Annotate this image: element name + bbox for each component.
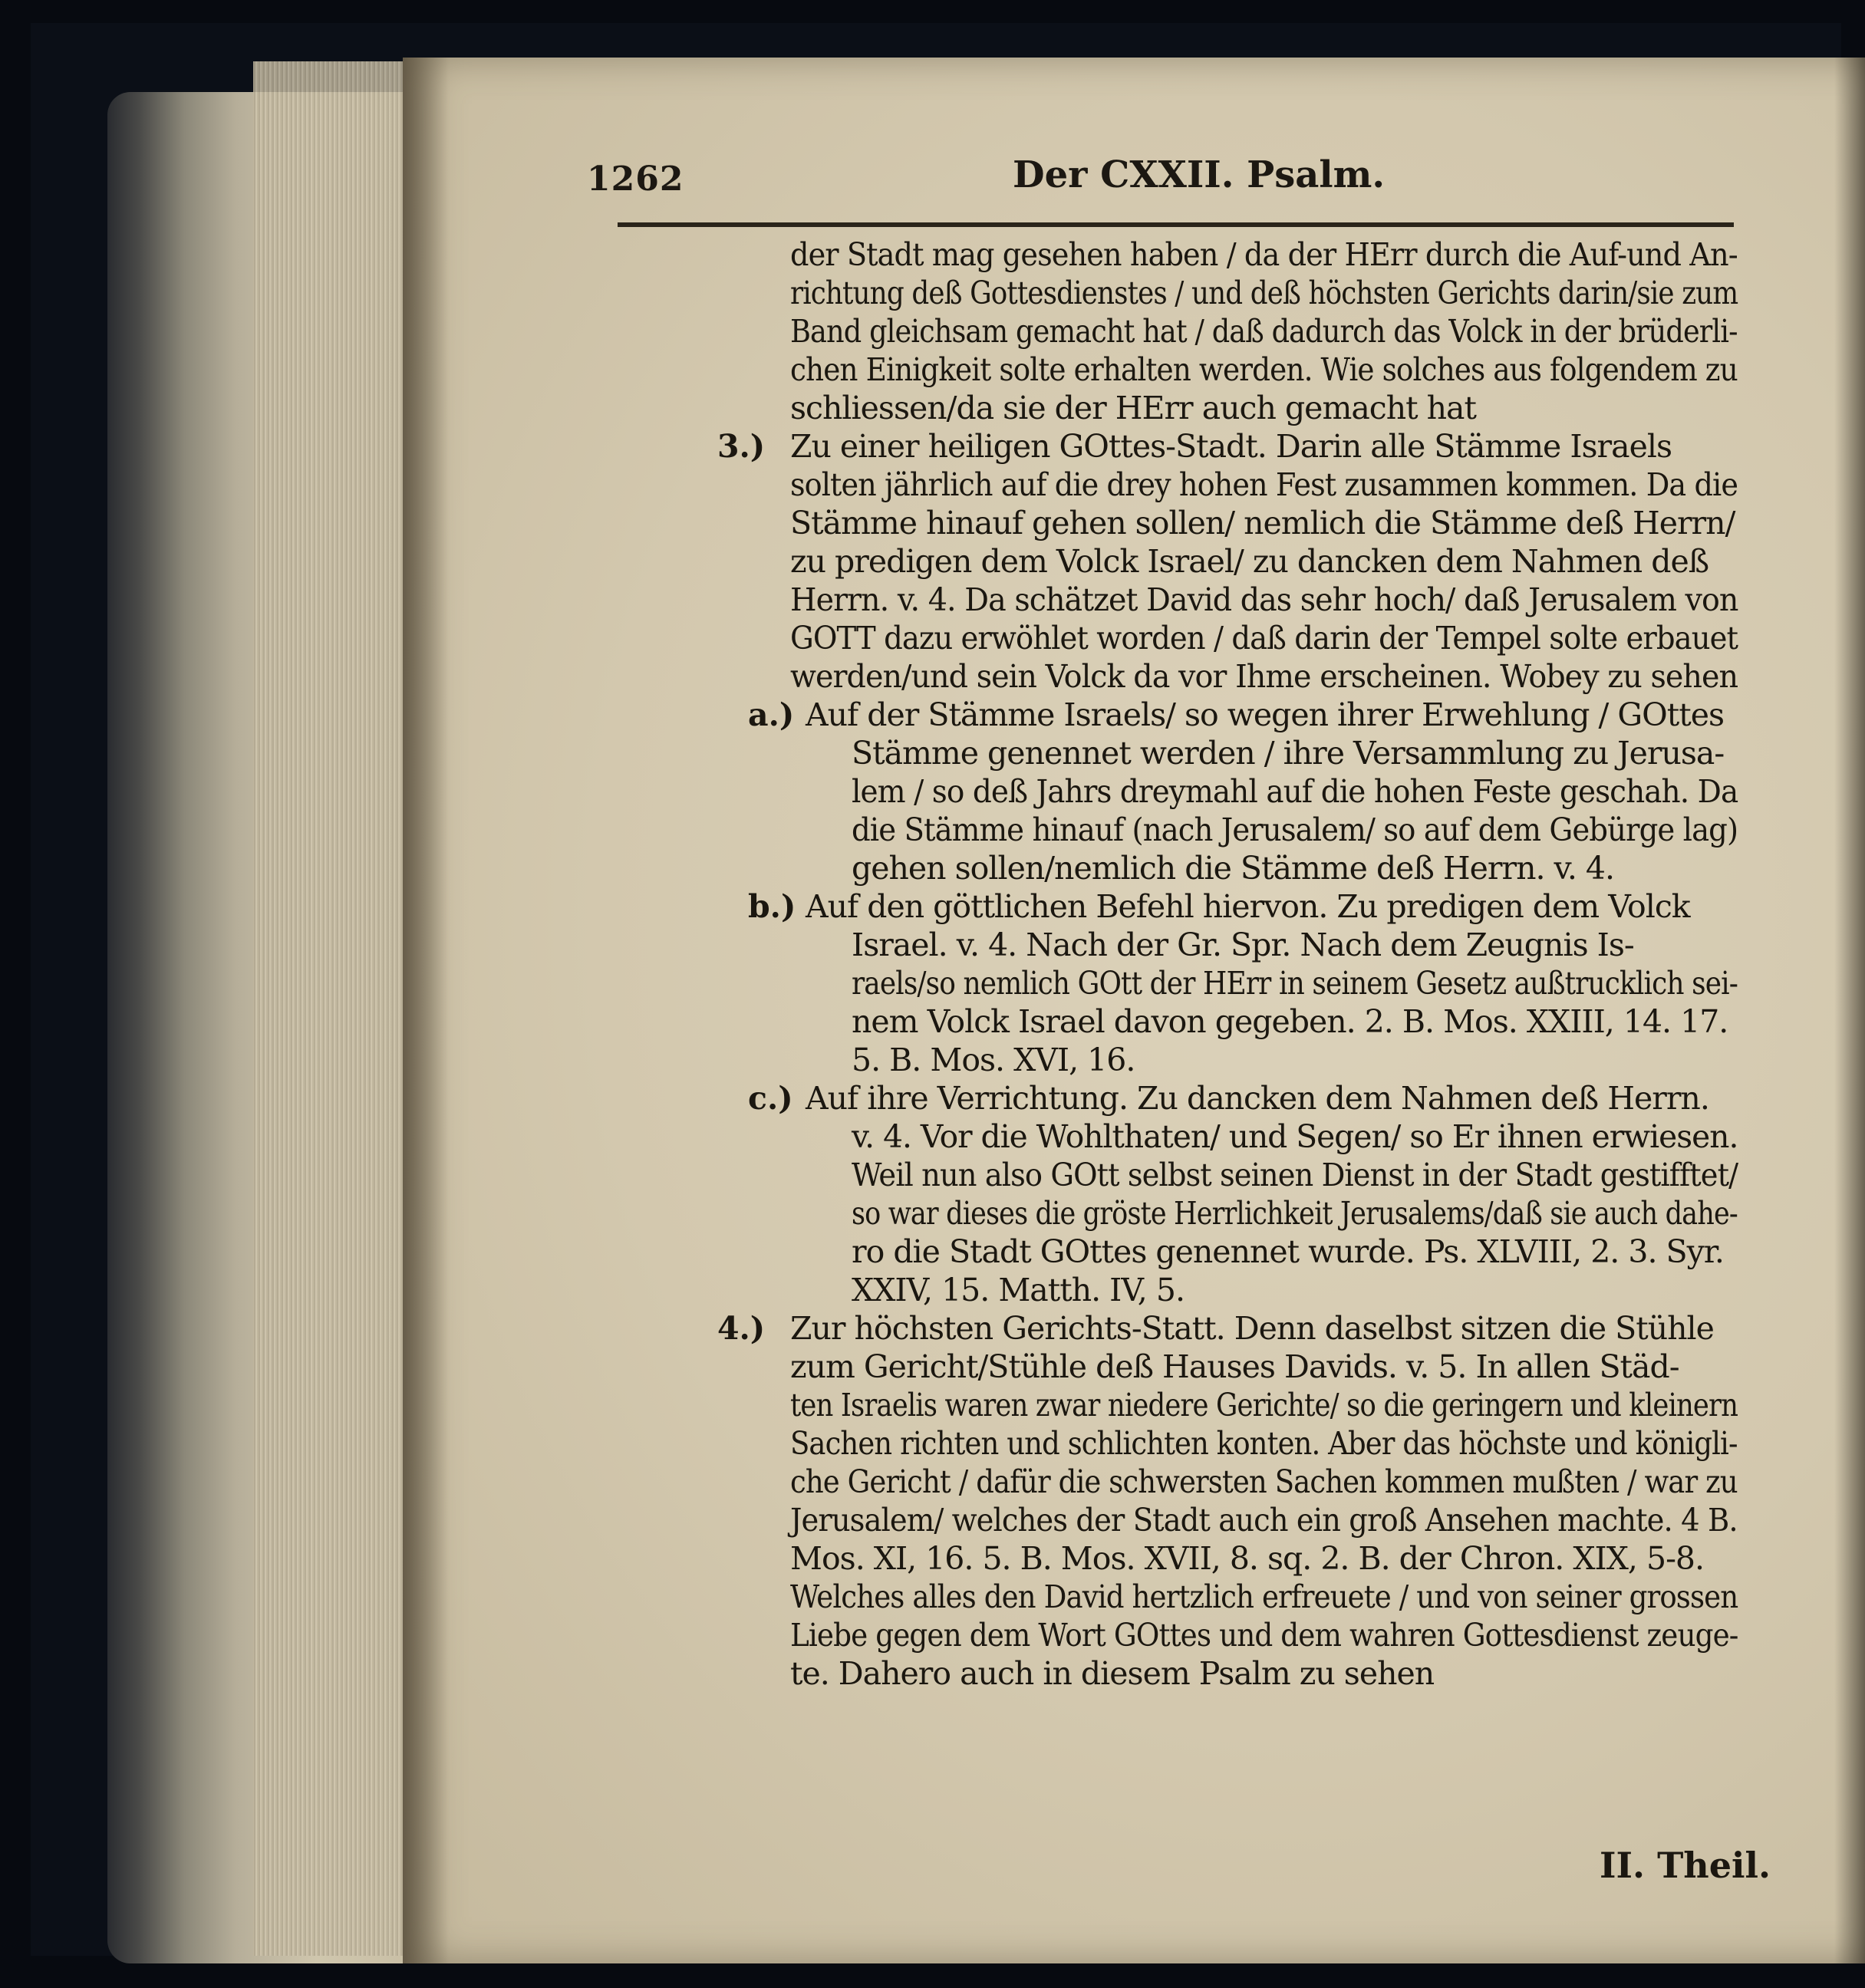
text-line: ten Israelis waren zwar niedere Gerichte/ so die geringern und kleinern <box>790 1387 1738 1424</box>
item-marker-4: 4.) <box>717 1310 766 1347</box>
text-line: Weil nun also GOtt selbst seinen Dienst in der Stadt gestifftet/ <box>852 1157 1738 1193</box>
text-line: ro die Stadt GOttes genennet wurde. Ps. XLVIII, 2. 3. Syr. <box>852 1233 1724 1270</box>
text-line: Sachen richten und schlichten konten. Aber das höchste und königli- <box>790 1425 1738 1462</box>
text-line: che Gericht / dafür die schwersten Sachen kommen mußten / war zu <box>790 1463 1738 1500</box>
text-line: Stämme hinauf gehen sollen/ nemlich die Stämme deß Herrn/ <box>790 505 1735 541</box>
text-line: zu predigen dem Volck Israel/ zu dancken dem Nahmen deß <box>790 543 1709 580</box>
item-marker-a: a.) <box>748 696 795 733</box>
catchword: II. Theil. <box>1600 1845 1771 1886</box>
running-title: Der CXXII. Psalm. <box>1013 153 1386 196</box>
text-line: Liebe gegen dem Wort GOttes und dem wahren Gottesdienst zeuge- <box>790 1617 1738 1654</box>
text-line: Israel. v. 4. Nach der Gr. Spr. Nach dem Zeugnis Is- <box>852 927 1634 963</box>
text-line: die Stämme hinauf (nach Jerusalem/ so auf dem Gebürge lag) <box>852 811 1738 848</box>
text-line: nem Volck Israel davon gegeben. 2. B. Mos. XXIII, 14. 17. <box>852 1003 1728 1040</box>
text-line: solten jährlich auf die drey hohen Fest zusammen kommen. Da die <box>790 466 1738 503</box>
page-edge-shadow <box>1834 58 1865 1963</box>
text-line: werden/und sein Volck da vor Ihme erscheinen. Wobey zu sehen <box>790 658 1738 695</box>
text-line: schliessen/da sie der HErr auch gemacht hat <box>790 390 1476 426</box>
text-line: Zur höchsten Gerichts-Statt. Denn daselbst sitzen die Stühle <box>790 1310 1714 1347</box>
text-line: Mos. XI, 16. 5. B. Mos. XVII, 8. sq. 2. B. der Chron. XIX, 5-8. <box>790 1540 1705 1577</box>
text-line: Jerusalem/ welches der Stadt auch ein groß Ansehen machte. 4 B. <box>790 1502 1738 1539</box>
text-line: Auf den göttlichen Befehl hiervon. Zu predigen dem Volck <box>806 888 1690 925</box>
text-line: chen Einigkeit solte erhalten werden. Wie solches aus folgendem zu <box>790 351 1738 388</box>
text-line: v. 4. Vor die Wohlthaten/ und Segen/ so Er ihnen erwiesen. <box>852 1118 1738 1155</box>
text-line: so war dieses die gröste Herrlichkeit Jerusalems/daß sie auch dahe- <box>852 1195 1738 1232</box>
text-line: raels/so nemlich GOtt der HErr in seinem Gesetz außtrucklich sei- <box>852 965 1738 1002</box>
text-line: Band gleichsam gemacht hat / daß dadurch das Volck in der brüderli- <box>790 313 1738 350</box>
gutter-shadow <box>403 58 449 1963</box>
text-line: Welches alles den David hertzlich erfreuete / und von seiner grossen <box>790 1578 1738 1615</box>
text-line: GOTT dazu erwöhlet worden / daß darin der Tempel solte erbauet <box>790 620 1738 657</box>
header-rule <box>618 222 1734 227</box>
text-line: Herrn. v. 4. Da schätzet David das sehr hoch/ daß Jerusalem von <box>790 581 1738 618</box>
text-line: der Stadt mag gesehen haben / da der HErr durch die Auf-und An- <box>790 236 1738 273</box>
item-marker-b: b.) <box>748 888 796 925</box>
text-line: lem / so deß Jahrs dreymahl auf die hohen Feste geschah. Da <box>852 773 1738 810</box>
text-line: te. Dahero auch in diesem Psalm zu sehen <box>790 1655 1435 1692</box>
text-line: richtung deß Gottesdienstes / und deß höchsten Gerichts darin/sie zum <box>790 275 1738 311</box>
text-line: XXIV, 15. Matth. IV, 5. <box>852 1272 1185 1308</box>
text-line: gehen sollen/nemlich die Stämme deß Herrn. v. 4. <box>852 850 1615 887</box>
text-line: 5. B. Mos. XVI, 16. <box>852 1042 1135 1078</box>
text-line: Zu einer heiligen GOttes-Stadt. Darin alle Stämme Israels <box>790 428 1672 465</box>
text-line: Auf ihre Verrichtung. Zu dancken dem Nahmen deß Herrn. <box>806 1080 1709 1117</box>
text-line: Auf der Stämme Israels/ so wegen ihrer Erwehlung / GOttes <box>806 696 1725 733</box>
page-number: 1262 <box>587 160 684 199</box>
text-line: Stämme genennet werden / ihre Versammlung zu Jerusa- <box>852 735 1725 772</box>
item-marker-c: c.) <box>748 1080 793 1117</box>
text-line: zum Gericht/Stühle deß Hauses Davids. v. 5. In allen Städ- <box>790 1348 1679 1385</box>
item-marker-3: 3.) <box>717 428 766 465</box>
